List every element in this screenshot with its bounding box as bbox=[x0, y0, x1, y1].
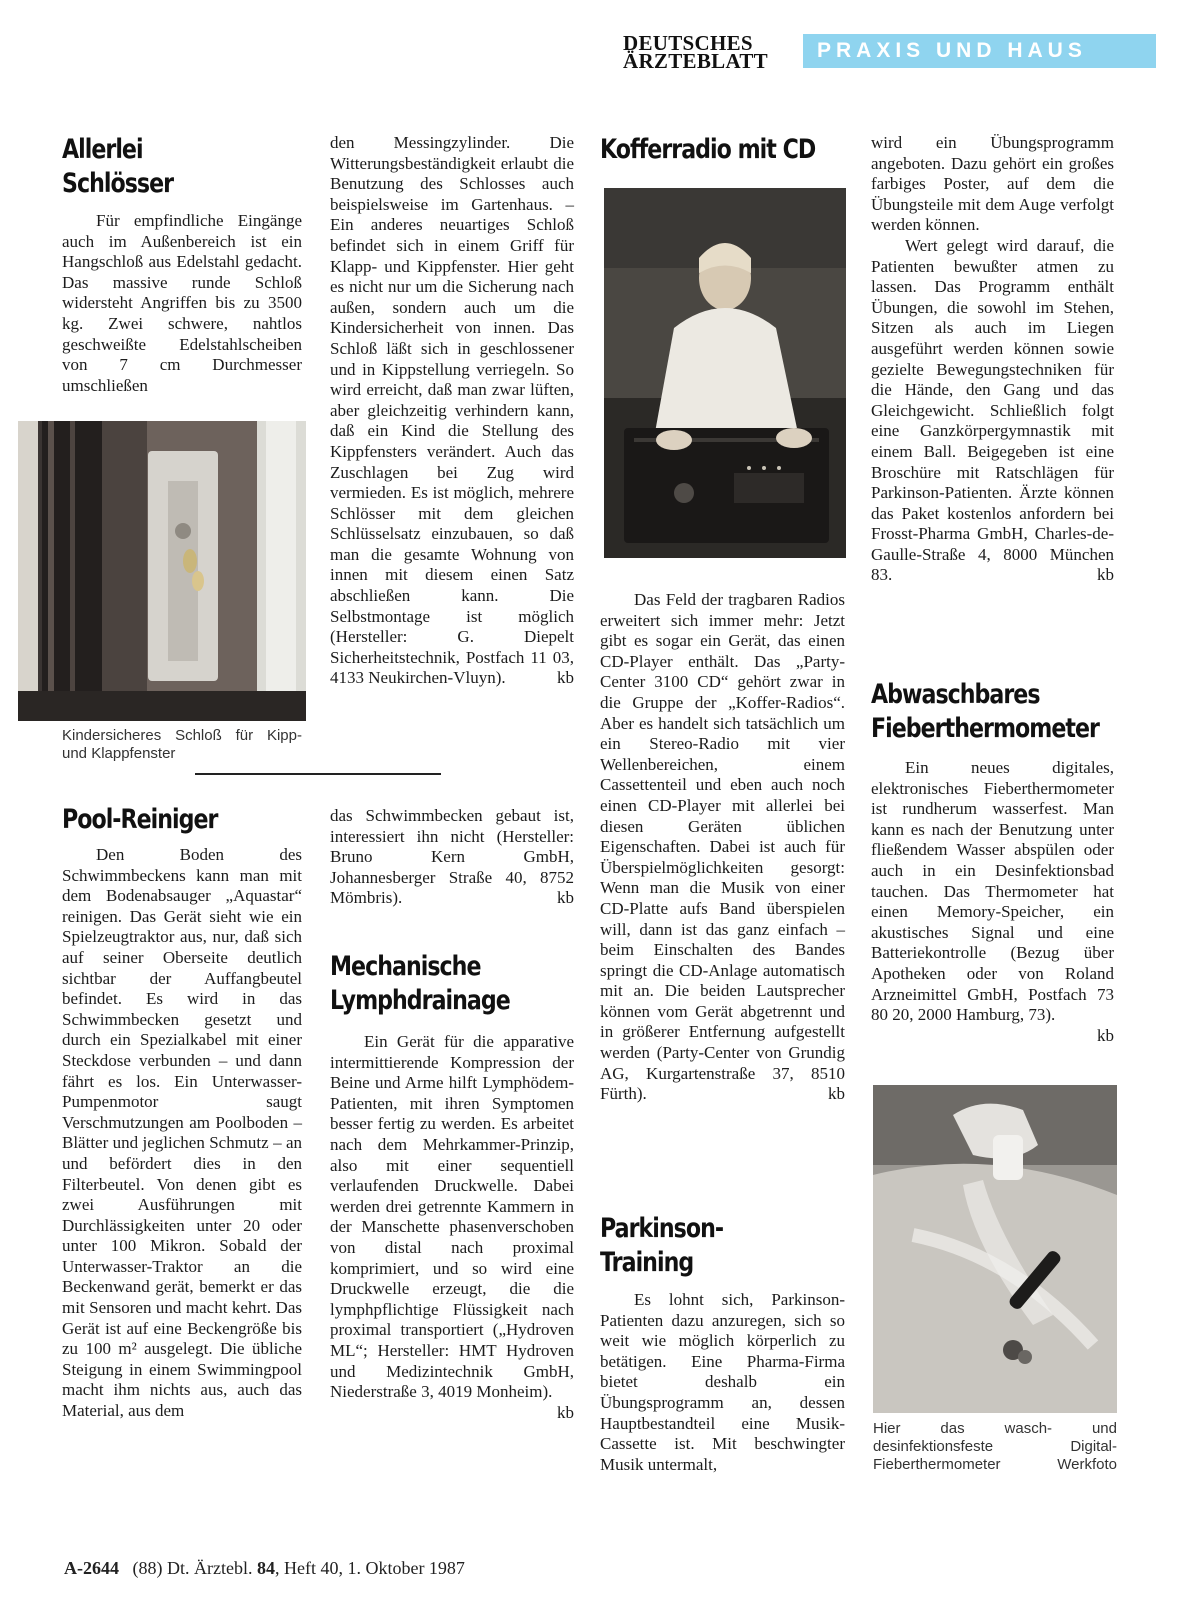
headline-lymph-1: Mechanische bbox=[330, 951, 481, 982]
article-radio-title bbox=[600, 133, 845, 167]
paragraph-text: Das Feld der tragbaren Radios erweitert sich immer mehr: Jetzt gibt es sogar ein Gerät, das einen CD-Player enthält. Das „Party-Center 3100 CD“ gehört zwar in die Gruppe der „Koffer-Radios“. Aber es handelt sich tatsächlich um ein Stereo-Radio mit vier Wellenbereichen, einem Cassettenteil und eben auch noch einen CD-Player mit allerlei bei diesen Geräten üblichen Eigenschaften. Dabei ist auch für Überspielmöglichkeiten gesorgt: Wenn man die Musik von einer CD-Platte aufs Band überspielen will, dann ist das ganz einfach – beim Einschalten des Bandes springt die CD-Anlage automatisch mit an. Die beiden Lautsprecher können vom Gerät abgetrennt und in größerer Entfernung aufgestellt werden (Party-Center von Grundig AG, Kurgartenstraße 37, 8510 Fürth). bbox=[600, 590, 845, 1104]
paragraph: Es lohnt sich, Parkinson-Patienten dazu anzuregen, sich so weit wie möglich körperlich zu betätigen. Eine Pharma-Firma bietet deshalb ein Übungsprogramm an, dessen Hauptbestandteil eine Musik-Cassette ist. Mit beschwingter Musik untermalt, bbox=[600, 1290, 845, 1474]
paragraph-text: das Schwimmbecken gebaut ist, interessiert ihn nicht (Hersteller: Bruno Kern GmbH, Johannesberger Straße 40, 8752 Mömbris). bbox=[330, 806, 574, 908]
footer-issue: , Heft 40, 1. Oktober 1987 bbox=[274, 1558, 465, 1578]
author-signature: kb bbox=[557, 1402, 574, 1422]
article-parkinson bbox=[600, 1212, 845, 1475]
author-signature: kb bbox=[557, 888, 574, 908]
masthead-line2: ÄRZTEBLATT bbox=[623, 49, 768, 73]
author-signature: kb bbox=[828, 1084, 845, 1104]
headline-schloesser-1: Allerlei bbox=[62, 134, 143, 165]
photo-cd-radio bbox=[604, 188, 846, 558]
page-footer bbox=[64, 1558, 465, 1579]
author-signature: kb bbox=[557, 668, 574, 688]
footer-volume: 84 bbox=[256, 1558, 275, 1578]
paragraph bbox=[330, 133, 574, 689]
photo-window-lock bbox=[18, 421, 306, 721]
page-number: A-2644 bbox=[64, 1558, 119, 1578]
paragraph bbox=[600, 590, 845, 1105]
headline-thermometer-1: Abwaschbares bbox=[871, 679, 1040, 710]
headline-parkinson-1: Parkinson- bbox=[600, 1213, 724, 1244]
caption-window-lock-wrap bbox=[62, 727, 302, 763]
paragraph bbox=[871, 236, 1114, 586]
paragraph: Den Boden des Schwimmbeckens kann man mit dem Bodenabsauger „Aquastar“ reinigen. Das Gerät sieht wie ein Spielzeugtraktor aus, nur, daß sich auf seiner Oberseite deutlich sichtbar der Auffangbeutel befindet. Es wird in das Schwimmbecken gesetzt und durch ein Spezialkabel mit einer Steckdose verbunden – und dann fährt es los. Ein Unterwasser-Pumpenmotor saugt Verschmutzungen am Poolboden – Blätter und jeglichen Schmutz – an und befördert dies in den Filterbeutel. Von denen gibt es zwei Ausführungen mit Durchlässigkeiten unter 20 oder unter 100 Mikron. Sobald der Unterwasser-Traktor an die Beckenwand gerät, bemerkt er das mit Sensoren und macht kehrt. Das Gerät ist auf eine Beckengröße bis zu 100 m² ausgelegt. Die übliche Steigung in einem Swimmingpool macht ihm nichts aus, auch das Material, aus dem bbox=[62, 845, 302, 1421]
photo-thermometer bbox=[873, 1085, 1117, 1413]
author-signature: kb bbox=[1097, 1025, 1114, 1045]
paragraph: Für empfindliche Eingänge auch im Außenbereich ist ein Hangschloß aus Edelstahl gedacht. Das massive runde Schloß widersteht Angriffen bis zu 3500 kg. Zwei schwere, nahtlos geschweißte Edelstahlscheiben von 7 cm Durchmesser umschließen bbox=[62, 211, 302, 395]
paragraph-text: Ein Gerät für die apparative intermittierende Kompression der Beine und Arme hilft Lymphödem-Patienten, mit ihren Symptomen besser fertig zu werden. Es arbeitet nach dem Mehrkammer-Prinzip, also mit einer sequentiell verlaufenden Druckwelle. Dabei werden drei getrennte Kammern in der Manschette phasenverschoben von distal nach proximal komprimiert, und so wird eine Druckwelle erzeugt, die die lymphpflichtige Flüssigkeit nach proximal transportiert („Hydroven ML“; Hersteller: HMT Hydroven und Medizintechnik GmbH, Niederstraße 3, 4019 Monheim). bbox=[330, 1032, 574, 1402]
headline-lymph-2: Lymphdrainage bbox=[330, 985, 510, 1016]
article-radio bbox=[600, 590, 845, 1105]
paragraph-text: Wert gelegt wird darauf, die Patienten bewußter atmen zu lassen. Das Programm enthält Übungen, die sowohl im Stehen, Sitzen als auch im Liegen ausgeführt werden können sowie gezielte Bewegungstechniken für die Hände, den Gang und das Gleichgewicht. Schließlich folgt eine Ganzkörpergymnastik mit einem Ball. Beigegeben ist eine Broschüre mit Ratschlägen für Parkinson-Patienten. Ärzte können das Paket kostenlos anfordern bei Frosst-Pharma GmbH, Charles-de-Gaulle-Straße 4, 8000 München 83. bbox=[871, 235, 1114, 585]
paragraph: wird ein Übungsprogramm angeboten. Dazu gehört ein großes farbiges Poster, auf dem die Übungsteile mit dem Auge verfolgt werden können. bbox=[871, 133, 1114, 235]
article-parkinson-col4 bbox=[871, 133, 1114, 586]
headline-parkinson-2: Training bbox=[600, 1247, 694, 1278]
article-lymph bbox=[330, 950, 574, 1423]
headline-thermometer-2: Fieberthermometer bbox=[871, 713, 1099, 744]
caption-thermometer bbox=[873, 1420, 1117, 1474]
caption-window-lock: Kindersicheres Schloß für Kipp- und Klappfenster bbox=[62, 727, 302, 762]
caption-thermometer-wrap bbox=[873, 1420, 1117, 1474]
article-schloesser-col2 bbox=[330, 133, 574, 689]
masthead-line1: DEUTSCHES bbox=[623, 31, 753, 55]
article-thermometer bbox=[871, 678, 1114, 1046]
caption-text: Hier das wasch- und desinfektionsfeste Digital-Fieberthermometer bbox=[873, 1420, 1117, 1473]
paragraph-text: Ein neues digitales, elektronisches Fieberthermometer ist rundherum wasserfest. Man kann es nach der Benutzung unter fließendem Wasser abspülen oder auch in ein Desinfektionsbad tauchen. Das Thermometer hat einen Memory-Speicher, ein akustisches Signal und eine Batteriekontrolle (Bezug über Apotheken oder von Roland Arzneimittel GmbH, Postfach 73 80 20, 2000 Hamburg, 73). bbox=[871, 758, 1114, 1025]
masthead-logo bbox=[623, 31, 768, 73]
author-signature: kb bbox=[1097, 565, 1114, 585]
headline-radio: Kofferradio mit CD bbox=[600, 134, 816, 165]
section-bar: PRAXIS UND HAUS bbox=[803, 34, 1156, 68]
divider-rule bbox=[195, 773, 441, 775]
paragraph-text: den Messingzylinder. Die Witterungsbeständigkeit erlaubt die Benutzung des Schlosses auch beispielsweise im Gartenhaus. – Ein anderes neuartiges Schloß befindet sich in einem Griff für Klapp- und Kippfenster. Hier geht es nicht nur um die Sicherung nach außen, sondern auch um die Kindersicherheit von innen. Das Schloß läßt sich in geschlossener und in Kippstellung verriegeln. So wird erreicht, daß man zwar lüften, aber gleichzeitig verhindern kann, daß ein Kind die Stellung des Kippfensters verändert. Auch das Zuschlagen bei Zug wird vermieden. Es ist möglich, mehrere Schlösser mit dem gleichen Schlüsselsatz einzubauen, so daß man die gesamte Wohnung von innen mit diesem einen Satz abschließen kann. Die Selbstmontage ist möglich (Hersteller: G. Diepelt Sicherheitstechnik, Postfach 11 03, 4133 Neukirchen-Vluyn). bbox=[330, 133, 574, 688]
paragraph bbox=[871, 758, 1114, 1045]
headline-pool: Pool-Reiniger bbox=[62, 804, 218, 835]
footer-journal: (88) Dt. Ärztebl. bbox=[132, 1558, 253, 1578]
headline-schloesser-2: Schlösser bbox=[62, 168, 174, 199]
paragraph bbox=[330, 806, 574, 909]
photo-credit: Werkfoto bbox=[1057, 1456, 1117, 1473]
article-schloesser-col1 bbox=[62, 133, 302, 396]
article-pool bbox=[62, 803, 302, 1422]
paragraph bbox=[330, 1032, 574, 1422]
article-pool-col2 bbox=[330, 806, 574, 909]
